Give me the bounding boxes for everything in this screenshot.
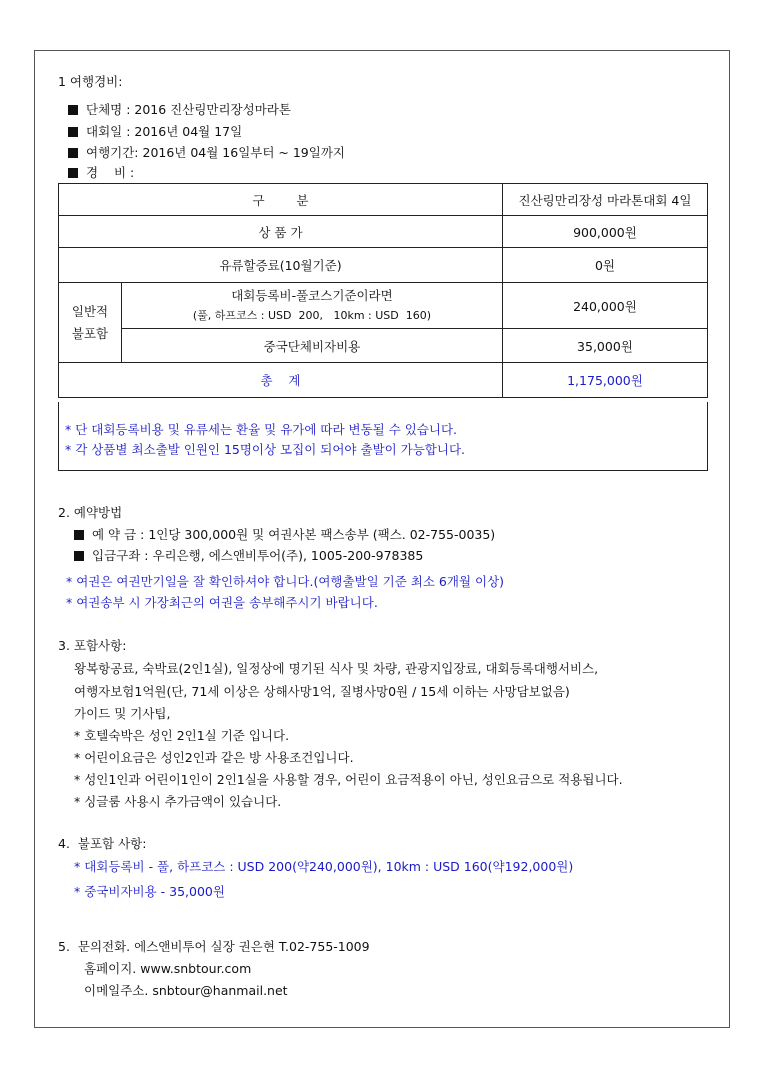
- event-date-item: 대회일 : 2016년 04월 17일: [68, 122, 242, 140]
- product-price-value: 900,000원: [502, 216, 707, 248]
- table-row: [59, 248, 708, 283]
- registration-fee-label: 대회등록비-풀코스기준이라면 (풀, 하프코스 : USD 200, 10km : USD 160): [122, 283, 503, 329]
- section2-title: 2. 예약방법: [58, 505, 123, 520]
- square-bullet-icon: [68, 105, 78, 115]
- included-note: * 싱글룸 사용시 추가금액이 있습니다.: [74, 794, 282, 809]
- included-line: 왕복항공료, 숙박료(2인1실), 일정상에 명기된 식사 및 차량, 관광지입장료, 대회등록대행서비스,: [74, 661, 599, 676]
- homepage-line: 홈페이지. www.snbtour.com: [84, 961, 252, 976]
- square-bullet-icon: [68, 127, 78, 137]
- total-label: 총 계: [59, 363, 503, 398]
- registration-fee-value: 240,000원: [502, 283, 707, 329]
- included-note: * 어린이요금은 성인2인과 같은 방 사용조건입니다.: [74, 750, 354, 765]
- group-name-item: 단체명 : 2016 진산링만리장성마라톤: [68, 100, 291, 118]
- note-exchange-rate: * 단 대회등록비용 및 유류세는 환율 및 유가에 따라 변동될 수 있습니다.: [65, 422, 458, 437]
- fuel-surcharge-value: 0원: [502, 248, 707, 283]
- cost-table: [58, 183, 708, 398]
- section3-title: 3. 포함사항:: [58, 638, 127, 653]
- visa-fee-label: 중국단체비자비용: [122, 329, 503, 363]
- table-header-row: [59, 184, 708, 216]
- visa-fee-value: 35,000원: [502, 329, 707, 363]
- included-line: 가이드 및 기사팁,: [74, 706, 171, 721]
- square-bullet-icon: [68, 148, 78, 158]
- excluded-line: * 중국비자비용 - 35,000원: [74, 884, 225, 899]
- included-note: * 호텔숙박은 성인 2인1실 기준 입니다.: [74, 728, 290, 743]
- email-line: 이메일주소. snbtour@hanmail.net: [84, 983, 288, 998]
- note-minimum-participants: * 각 상품별 최소출발 인원인 15명이상 모집이 되어야 출발이 가능합니다.: [65, 442, 465, 457]
- included-line: 여행자보험1억원(단, 71세 이상은 상해사망1억, 질병사망0원 / 15세 이하는 사망담보없음): [74, 684, 570, 699]
- square-bullet-icon: [74, 530, 84, 540]
- note-passport-send: * 여권송부 시 가장최근의 여권을 송부해주시기 바랍니다.: [66, 595, 378, 610]
- fuel-surcharge-label: 유류할증료(10월기준): [59, 248, 503, 283]
- expense-item: 경 비 :: [68, 163, 134, 181]
- included-note: * 성인1인과 어린이1인이 2인1실을 사용할 경우, 어린이 요금적용이 아닌, 성인요금으로 적용됩니다.: [74, 772, 623, 787]
- bank-account-item: 입금구좌 : 우리은행, 에스앤비투어(주), 1005-200-978385: [74, 546, 423, 564]
- header-product: 진산링만리장성 마라톤대회 4일: [502, 184, 707, 216]
- notes-box: [58, 402, 708, 471]
- table-row: [59, 216, 708, 248]
- excluded-line: * 대회등록비 - 풀, 하프코스 : USD 200(약240,000원), 10km : USD 160(약192,000원): [74, 859, 574, 874]
- product-price-label: 상 품 가: [59, 216, 503, 248]
- table-row: [59, 329, 708, 363]
- deposit-item: 예 약 금 : 1인당 300,000원 및 여권사본 팩스송부 (팩스. 02-755-0035): [74, 525, 495, 543]
- total-value: 1,175,000원: [502, 363, 707, 398]
- table-total-row: [59, 363, 708, 398]
- excluded-group-label: 일반적 불포함: [59, 283, 122, 363]
- section1-title: 1 여행경비:: [58, 74, 123, 89]
- table-row: [59, 283, 708, 329]
- header-category: 구 분: [59, 184, 503, 216]
- section5-title: 5. 문의전화. 에스앤비투어 실장 권은현 T.02-755-1009: [58, 939, 370, 954]
- travel-period-item: 여행기간: 2016년 04월 16일부터 ~ 19일까지: [68, 143, 345, 161]
- square-bullet-icon: [74, 551, 84, 561]
- section4-title: 4. 불포함 사항:: [58, 836, 147, 851]
- note-passport-expiry: * 여권은 여권만기일을 잘 확인하셔야 합니다.(여행출발일 기준 최소 6개월 이상): [66, 574, 505, 589]
- square-bullet-icon: [68, 168, 78, 178]
